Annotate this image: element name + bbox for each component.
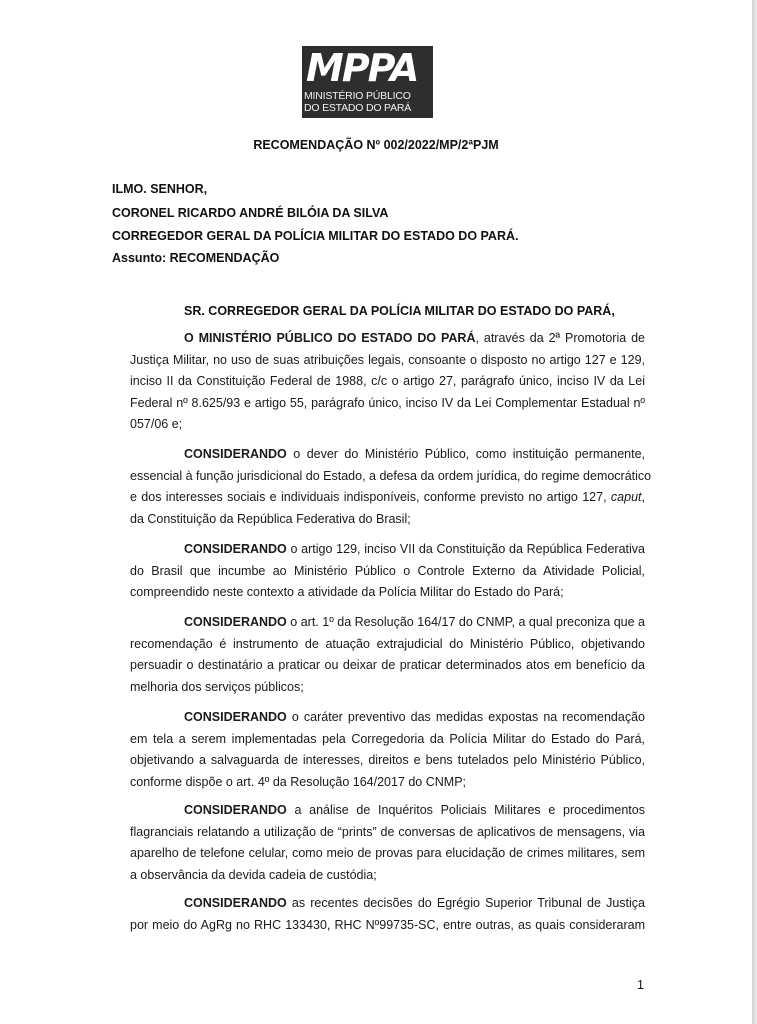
logo-line-2: DO ESTADO DO PARÁ: [304, 102, 412, 114]
p4-line-1: o art. 1º da Resolução 164/17 do CNMP, a qual preconiza que a: [286, 615, 645, 629]
p6-line-3: aparelho de telefone celular, como meio de provas para elucidação de crimes militares, sem: [130, 846, 645, 860]
p4-bold: CONSIDERANDO: [184, 615, 287, 629]
p2-line-2: essencial à função jurisdicional do Estado, a defesa da ordem jurídica, do regime democrático: [130, 468, 652, 483]
p5-bold: CONSIDERANDO: [184, 710, 287, 724]
paragraph-4: [130, 612, 645, 698]
p5-line-4: conforme dispõe o art. 4º da Resolução 164/2017 do CNMP;: [130, 774, 467, 789]
p6-bold: CONSIDERANDO: [184, 803, 287, 817]
p3-line-2: do Brasil que incumbe ao Ministério Público o Controle Externo da Atividade Policial,: [130, 563, 645, 578]
p7-line-1: as recentes decisões do Egrégio Superior Tribunal de Justiça: [286, 896, 645, 910]
paragraph-7: [130, 893, 645, 936]
p6-line-2: flagranciais relatando a utilização de “prints” de conversas de aplicativos de mensagens, via: [130, 824, 645, 839]
document-title: RECOMENDAÇÃO Nº 002/2022/MP/2ªPJM: [253, 138, 499, 152]
p4-line-2: recomendação é instrumento de atuação extrajudicial do Ministério Público, objetivando: [130, 636, 645, 651]
p7-bold: CONSIDERANDO: [184, 896, 287, 910]
p3-bold: CONSIDERANDO: [184, 542, 287, 556]
paragraph-1: [130, 328, 645, 436]
p2-line-3-end: ,: [641, 490, 645, 504]
paragraph-2: [130, 444, 652, 530]
p7-line-2: por meio do AgRg no RHC 133430, RHC Nº99735-SC, entre outras, as quais consideraram: [130, 917, 645, 932]
p5-line-2: em tela a serem implementadas pela Corregedoria da Polícia Militar do Estado do Pará,: [130, 731, 645, 746]
p5-line-1: o caráter preventivo das medidas expostas na recomendação: [286, 710, 645, 724]
paragraph-6: [130, 800, 645, 886]
p3-line-3: compreendido neste contexto a atividade da Polícia Militar do Estado do Pará;: [130, 585, 564, 599]
p2-caput: caput: [610, 490, 642, 504]
p1-line-3: inciso II da Constituição Federal de 1988, c/c o artigo 27, parágrafo único, inciso IV da Lei: [130, 374, 645, 388]
p2-line-1: o dever do Ministério Público, como instituição permanente,: [286, 447, 645, 461]
p6-line-1: a análise de Inquéritos Policiais Militares e procedimentos: [286, 803, 645, 817]
subject-line: Assunto: RECOMENDAÇÃO: [112, 251, 280, 265]
page-number: 1: [637, 978, 644, 992]
p2-bold: CONSIDERANDO: [184, 447, 287, 461]
p1-line-1: , através da 2ª Promotoria de: [475, 331, 645, 345]
p2-line-4: da Constituição da República Federativa do Brasil;: [130, 511, 411, 526]
p1-line-4: Federal nº 8.625/93 e artigo 55, parágrafo único, inciso IV da Lei Complementar Estadual nº: [130, 395, 645, 410]
paragraph-5: [130, 707, 645, 793]
logo-line-1: MINISTÉRIO PÚBLICO: [304, 90, 411, 102]
paragraph-3: [130, 539, 645, 604]
p1-line-2: Justiça Militar, no uso de suas atribuições legais, consoante o disposto no artigo 127 e 129,: [130, 352, 645, 367]
p4-line-4: melhoria dos serviços públicos;: [130, 679, 304, 694]
p5-line-3: objetivando a salvaguarda de interesses, direitos e bens tutelados pelo Ministério Público,: [130, 753, 645, 767]
p3-line-1: o artigo 129, inciso VII da Constituição da República Federativa: [286, 542, 645, 556]
addressee-line-2: CORONEL RICARDO ANDRÉ BILÓIA DA SILVA: [112, 206, 389, 220]
mppa-logo: [302, 46, 433, 118]
p1-bold: O MINISTÉRIO PÚBLICO DO ESTADO DO PARÁ: [184, 331, 476, 345]
p4-line-3: persuadir o destinatário a praticar ou deixar de praticar determinados atos em benefício da: [130, 658, 645, 672]
logo-mark: MPPA: [306, 46, 418, 90]
salutation: SR. CORREGEDOR GERAL DA POLÍCIA MILITAR DO ESTADO DO PARÁ,: [184, 304, 615, 318]
addressee-line-1: ILMO. SENHOR,: [112, 182, 208, 196]
p1-line-5: 057/06 e;: [130, 417, 183, 431]
addressee-line-3: CORREGEDOR GERAL DA POLÍCIA MILITAR DO ESTADO DO PARÁ.: [112, 229, 519, 243]
p2-line-3: e dos interesses sociais e individuais indisponíveis, conforme previsto no artigo 127,: [130, 490, 607, 504]
p6-line-4: a observância da devida cadeia de custódia;: [130, 867, 377, 882]
